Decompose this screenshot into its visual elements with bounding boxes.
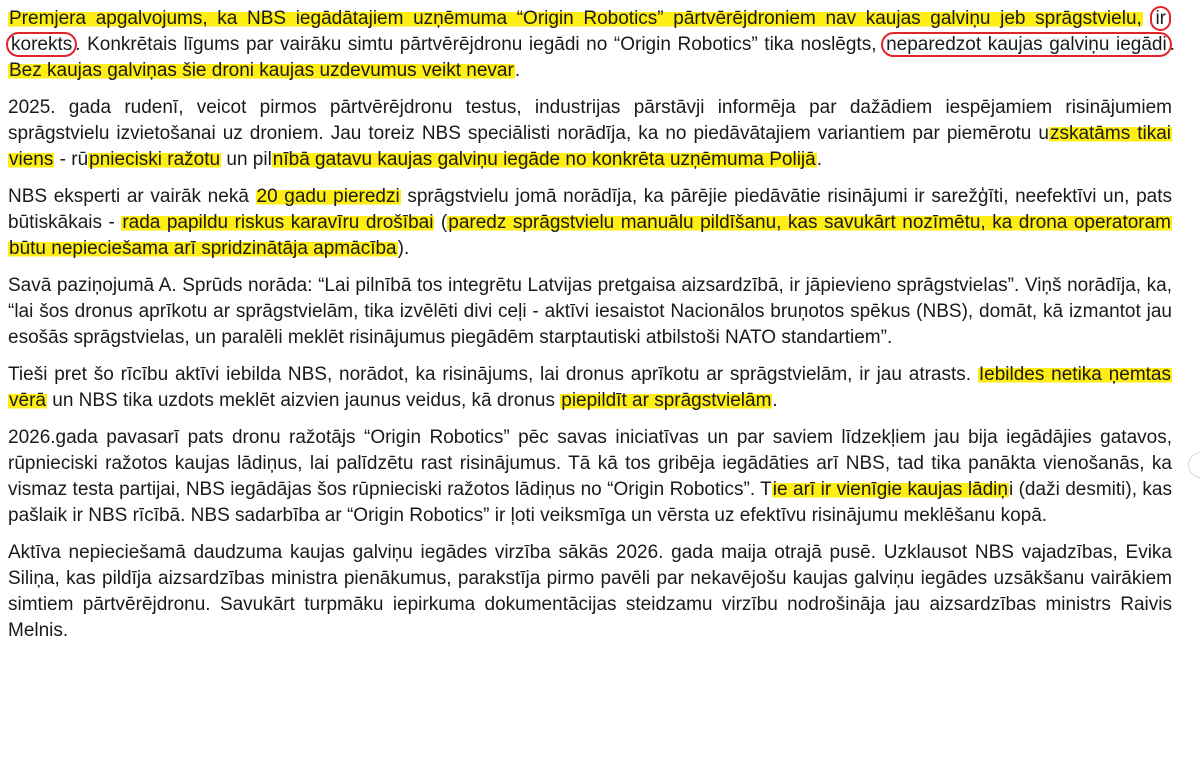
- highlighted-text: ie arī ir vienīgie kaujas lādiņ: [772, 479, 1008, 500]
- text-run: i (daži desmiti), kas pašlaik ir NBS rīcībā. NBS sadarbība ar “Origin Robotics” ir ļoti veiksmīga un vērsta uz efektīvu risinājumu meklēšanu kopā.: [8, 479, 1172, 526]
- highlighted-text: paredz sprāgstvielu manuālu pildīšanu, kas savukārt nozīmētu, ka drona operatoram būtu nepieciešama arī spridzinātāja apmācība: [9, 212, 1172, 259]
- text-run: Savā paziņojumā A. Sprūds norāda: “Lai pilnībā tos integrētu Latvijas pretgaisa aizsardzībā, ir jāpievieno sprāgstvielas”. Viņš norādīja, ka, “lai šos dronus aprīkotu ar sprāgstvielām, tika izvēlēti divi ceļi - aktīvi iesaistot Nacionālos bruņotos spēkus (NBS), domāt, kā izmantot jau esošās sprāgstvielas, un paralēli meklēt risinājumus piegādēm starptautiski atbilstoši NATO standartiem”.: [8, 275, 1172, 348]
- text-run: Aktīva nepieciešamā daudzuma kaujas galviņu iegādes virzība sākās 2026. gada maija otrajā pusē. Uzklausot NBS vajadzības, Evika Siliņa, kas pildīja aizsardzības ministra pienākumus, parakstīja pirmo pavēli par nekavējošu kaujas galviņu iegādes uzsākšanu vairākiem simtiem pārtvērējdronu. Savukārt turpmāku iepirkuma dokumentācijas steidzamu virzību nodrošināja jau aizsardzības ministrs Raivis Melnis.: [8, 542, 1172, 641]
- paragraph-5: [8, 362, 1172, 414]
- text-run: NBS eksperti ar vairāk nekā: [8, 186, 256, 207]
- text-run: .: [816, 149, 822, 170]
- highlighted-text: piepildīt ar sprāgstvielām: [561, 390, 772, 411]
- paragraph-4: [8, 273, 1172, 351]
- highlighted-text: rada papildu riskus karavīru drošībai: [122, 212, 434, 233]
- text-run: ).: [397, 238, 410, 259]
- highlighted-text: Bez kaujas galviņas šie droni kaujas uzdevumus veikt nevar: [9, 60, 514, 81]
- text-run: sprāgstvielu jomā norādīja, ka pārējie piedāvātie risinājumi ir sarežģīti, neefektīvi un, pats būtiskākais -: [8, 186, 1173, 233]
- text-run: 2026.gada pavasarī pats dronu ražotājs “Origin Robotics” pēc savas iniciatīvas un par saviem līdzekļiem jau bija iegādājies gatavos, rūpnieciski ražotos kaujas lādiņus, lai palīdzētu rast risinājumus. Tā kā tos gribēja iegādāties arī NBS, tad tika panākta vienošanās, ka vismaz testa partijai, NBS iegādājas šos rūpnieciski ražotos lādiņus no “Origin Robotics”. T: [8, 427, 1172, 500]
- text-run: .: [1169, 34, 1175, 55]
- highlighted-text: zskatāms tikai viens: [9, 123, 1171, 170]
- text-run: Tieši pret šo rīcību aktīvi iebilda NBS, norādot, ka risinājums, lai dronus aprīkotu ar sprāgstvielām, ir jau atrasts.: [8, 364, 978, 385]
- highlighted-text: pnieciski ražotu: [89, 149, 221, 170]
- text-run: un pil: [221, 149, 272, 170]
- circled-text: ir korekts: [6, 6, 1171, 57]
- paragraph-2: [8, 95, 1172, 173]
- highlighted-text: nībā gatavu kaujas galviņu iegāde no konkrēta uzņēmuma Polijā: [272, 149, 816, 170]
- text-run: (: [434, 212, 448, 233]
- paragraph-1: [8, 6, 1175, 84]
- paragraph-3: [8, 184, 1172, 262]
- text-run: .: [772, 390, 778, 411]
- text-run: . Konkrētais līgums par vairāku simtu pārtvērējdronu iegādi no “Origin Robotics” tika noslēgts,: [75, 34, 884, 55]
- text-run: un NBS tika uzdots meklēt aizvien jaunus veidus, kā dronus: [46, 390, 561, 411]
- paragraph-6: [8, 425, 1172, 529]
- circled-text: neparedzot kaujas galviņu iegādi: [881, 32, 1172, 57]
- text-run: - rū: [54, 149, 89, 170]
- text-run: 2025. gada rudenī, veicot pirmos pārtvērējdronu testus, industrijas pārstāvji informēja par dažādiem iespējamiem risinājumiem sprāgstvielu izvietošanai uz droniem. Jau toreiz NBS speciālisti norādīja, ka no piedāvātajiem variantiem par piemērotu u: [8, 97, 1172, 144]
- paragraph-7: [8, 540, 1172, 644]
- highlighted-text: 20 gadu pieredzi: [256, 186, 400, 207]
- highlighted-text: Iebildes netika ņemtas vērā: [9, 364, 1171, 411]
- text-run: .: [514, 60, 521, 81]
- highlighted-text: Premjera apgalvojums, ka NBS iegādātajiem uzņēmuma “Origin Robotics” pārtvērējdroniem nav kaujas galviņu jeb sprāgstvielu,: [9, 8, 1142, 29]
